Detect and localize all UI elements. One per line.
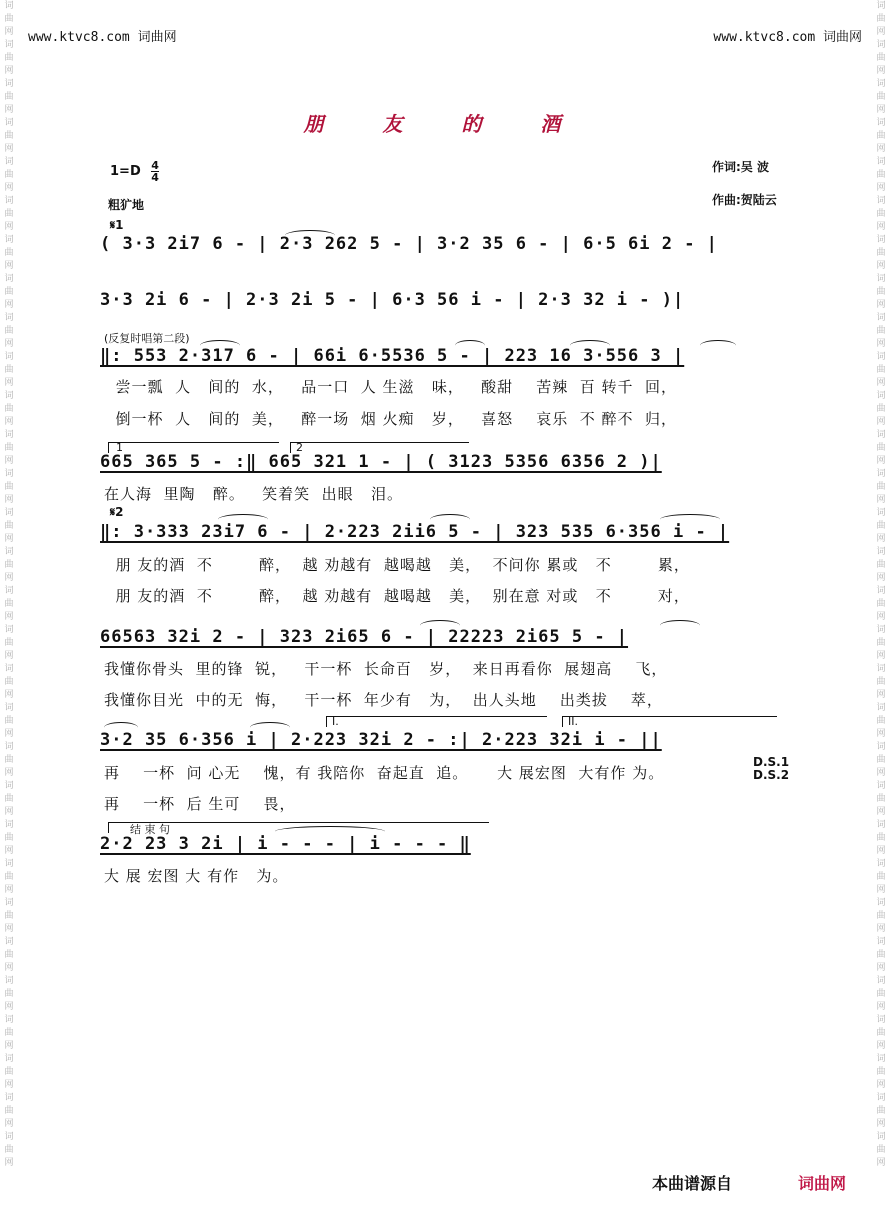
slur — [660, 620, 700, 631]
segno-1: 𝄋1 — [110, 218, 124, 232]
notation-row-7: 3·2 35 6·356 i | 2·223 32i 2 - :| 2·223 32i i - || — [100, 730, 662, 750]
tie — [275, 826, 385, 837]
ending-label: 结 束 句 — [130, 823, 170, 836]
key-signature — [110, 160, 159, 183]
lyricist: 作词:吴 波 — [712, 160, 769, 174]
performance-style: 粗犷地 — [108, 198, 145, 212]
time-signature — [151, 160, 159, 183]
site-watermark-left: www.ktvc8.com 词曲网 — [28, 30, 177, 45]
lyrics-row-6-verse-2: 我懂你目光 中的无 悔， 干一杯 年少有 为， 出人头地 出类拔 萃， — [104, 691, 663, 709]
repeat-note: (反复时唱第二段) — [104, 332, 190, 345]
lyrics-row-3-verse-1: 尝一瓢 人 间的 水， 品一口 人 生滋 味， 酸甜 苦辣 百 转千 回， — [104, 378, 678, 396]
lyrics-row-4: 在人海 里陶 醉。 笑着笑 出眼 泪。 — [104, 485, 403, 503]
slur — [700, 340, 736, 351]
slur — [660, 514, 720, 525]
notation-row-4: 665 365 5 - :‖ 665 321 1 - | ( 3123 5356 6356 2 )| — [100, 452, 662, 472]
source-label: 本曲谱源自 — [652, 1174, 733, 1193]
key-label: 1=D — [110, 164, 141, 179]
notation-row-6: 66563 32i 2 - | 323 2i65 6 - | 22223 2i65 5 - | — [100, 627, 629, 647]
time-bottom: 4 — [151, 171, 159, 184]
notation-row-8: 2·2 23 3 2i | i - - - | i - - - ‖ — [100, 834, 471, 854]
site-watermark-right: www.ktvc8.com 词曲网 — [713, 30, 862, 45]
time-top: 4 — [151, 159, 159, 172]
source-logo[interactable]: 词曲网 — [798, 1174, 847, 1193]
slur — [430, 514, 470, 525]
lyrics-row-7-verse-2: 再 一杯 后 生可 畏， — [104, 795, 296, 813]
lyrics-row-7-verse-1: 再 一杯 问 心无 愧，有 我陪你 奋起直 追。 大 展宏图 大有作 为。 — [104, 764, 665, 782]
lyrics-row-5-verse-1: 朋 友的酒 不 醉， 越 劝越有 越喝越 美， 不问你 累或 不 累， — [104, 556, 690, 574]
slur — [285, 230, 335, 241]
slur — [570, 340, 610, 351]
notation-row-1: ( 3·3 2i7 6 - | 2·3 262 5 - | 3·2 35 6 - | 6·5 6i 2 - | — [100, 234, 718, 254]
notation-row-3: ‖: 553 2·317 6 - | 66i 6·5536 5 - | 223 16 3·556 3 | — [100, 346, 685, 366]
volta-II-label: II. — [568, 715, 578, 728]
slur — [200, 340, 240, 351]
lyrics-row-3-verse-2: 倒一杯 人 间的 美， 醉一场 烟 火痴 岁， 喜怒 哀乐 不 醉不 归， — [104, 410, 678, 428]
volta-bracket-II — [562, 716, 777, 727]
volta-2-label: 2 — [296, 441, 303, 454]
slur — [218, 514, 268, 525]
segno-2: 𝄋2 — [110, 505, 124, 519]
slur — [420, 620, 460, 631]
slur — [455, 340, 485, 351]
dal-segno-marks: D.S.1 D.S.2 — [753, 755, 790, 782]
song-title: 朋 友 的 酒 — [303, 112, 587, 136]
composer: 作曲:贺陆云 — [712, 193, 777, 207]
slur — [250, 722, 290, 733]
volta-1-label: 1 — [116, 441, 123, 454]
slur — [104, 722, 138, 733]
lyrics-row-6-verse-1: 我懂你骨头 里的锋 锐， 干一杯 长命百 岁， 来日再看你 展翅高 飞， — [104, 660, 668, 678]
notation-row-2: 3·3 2i 6 - | 2·3 2i 5 - | 6·3 56 i - | 2·3 32 i - )| — [100, 290, 685, 310]
volta-bracket-I — [326, 716, 547, 727]
side-watermark-left: 词曲网词曲网词曲网词曲网词曲网词曲网词曲网词曲网词曲网词曲网词曲网词曲网词曲网词曲网词曲网词曲网词曲网词曲网词曲网词曲网词曲网词曲网词曲网词曲网词曲网词曲网词曲网词曲网词曲网词曲网 — [4, 1, 14, 1168]
lyrics-row-8: 大 展 宏图 大 有作 为。 — [104, 867, 289, 885]
notation-row-5: ‖: 3·333 23i7 6 - | 2·223 2ii6 5 - | 323 535 6·356 i - | — [100, 522, 730, 542]
volta-I-label: I. — [332, 715, 339, 728]
lyrics-row-5-verse-2: 朋 友的酒 不 醉， 越 劝越有 越喝越 美， 别在意 对或 不 对， — [104, 587, 690, 605]
side-watermark-right: 词曲网词曲网词曲网词曲网词曲网词曲网词曲网词曲网词曲网词曲网词曲网词曲网词曲网词曲网词曲网词曲网词曲网词曲网词曲网词曲网词曲网词曲网词曲网词曲网词曲网词曲网词曲网词曲网词曲网词曲网 — [876, 1, 886, 1168]
